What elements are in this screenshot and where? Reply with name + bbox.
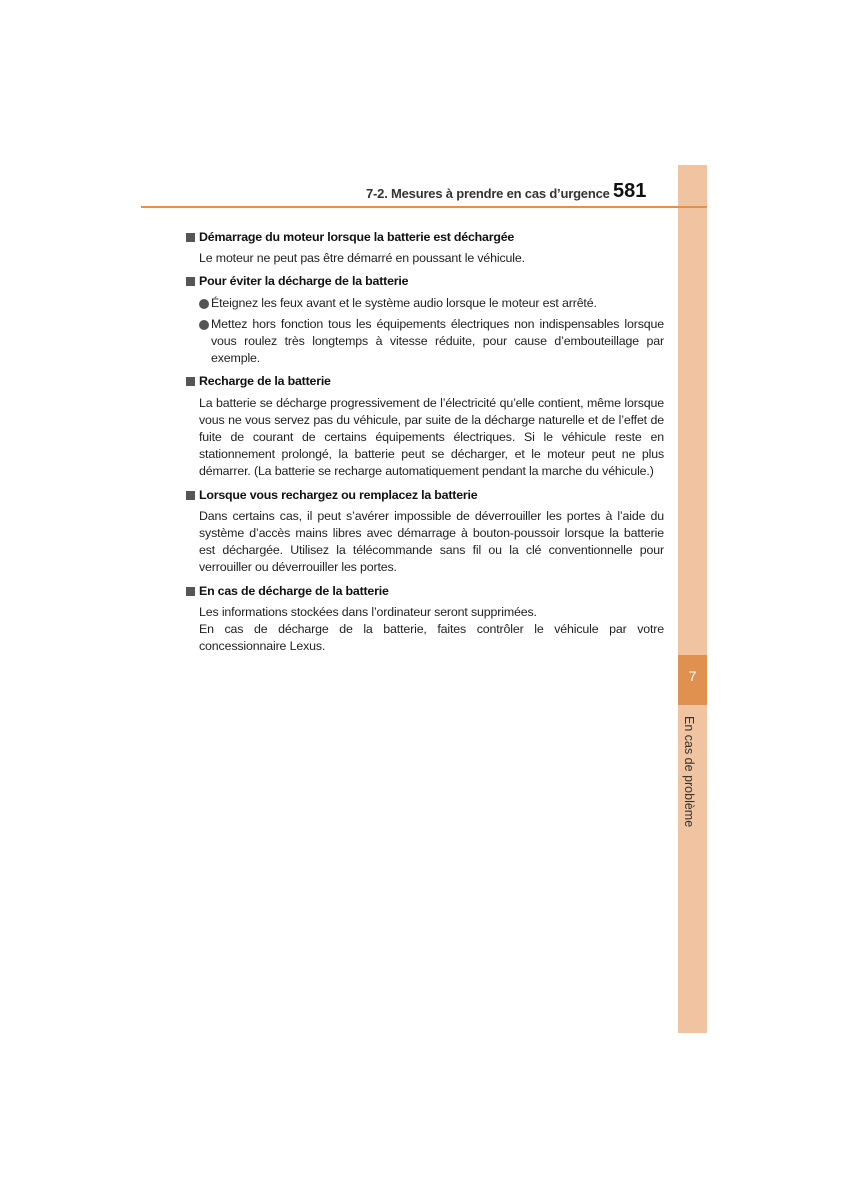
circle-bullet-icon bbox=[199, 320, 209, 330]
square-bullet-icon bbox=[186, 233, 195, 242]
bullet-text: Éteignez les feux avant et le système audio lorsque le moteur est arrêté. bbox=[211, 295, 597, 310]
chapter-number-tab bbox=[678, 655, 707, 705]
paragraph-line: En cas de décharge de la batterie, faites contrôler le véhicule par votre concessionnaire Lexus. bbox=[199, 622, 664, 654]
chapter-number: 7 bbox=[688, 668, 697, 684]
square-bullet-icon bbox=[186, 491, 195, 500]
bullet-item bbox=[199, 295, 664, 312]
chapter-side-tab bbox=[678, 165, 707, 1033]
section-heading-text: Lorsque vous rechargez ou remplacez la batterie bbox=[199, 487, 478, 502]
square-bullet-icon bbox=[186, 377, 195, 386]
section-heading-text: Pour éviter la décharge de la batterie bbox=[199, 274, 409, 289]
section-heading-text: En cas de décharge de la batterie bbox=[199, 583, 389, 598]
section-heading bbox=[186, 373, 664, 390]
header-divider bbox=[141, 206, 707, 208]
bullet-item bbox=[199, 316, 664, 368]
square-bullet-icon bbox=[186, 587, 195, 596]
section-heading bbox=[186, 487, 664, 504]
square-bullet-icon bbox=[186, 277, 195, 286]
page-content bbox=[186, 220, 664, 655]
circle-bullet-icon bbox=[199, 299, 209, 309]
paragraph: La batterie se décharge progressivement de l’électricité qu’elle contient, même lorsque vous ne vous servez pas du véhicule, par suite de la décharge naturelle et de l’effet de fuite de courant de certains équipements électriques. Si le véhicule reste en stationnement prolongé, la batterie peut se décharger, et le moteur peut ne plus démarrer. (La batterie se recharge automatiquement pendant la marche du véhicule.) bbox=[199, 395, 664, 479]
section-heading bbox=[186, 273, 664, 290]
bullet-text: Mettez hors fonction tous les équipements électriques non indispensables lorsque vous roulez très longtemps à vitesse réduite, pour cause d’embouteillage par exemple. bbox=[211, 316, 664, 366]
chapter-label: En cas de problème bbox=[682, 716, 696, 828]
section-heading-text: Recharge de la batterie bbox=[199, 374, 331, 389]
page-number: 581 bbox=[613, 180, 647, 202]
header-section-title: 7-2. Mesures à prendre en cas d’urgence bbox=[366, 186, 610, 201]
paragraph-line: Les informations stockées dans l’ordinateur seront supprimées. bbox=[199, 604, 537, 619]
section-heading bbox=[186, 583, 664, 600]
paragraph: Le moteur ne peut pas être démarré en poussant le véhicule. bbox=[199, 251, 525, 266]
section-heading bbox=[186, 229, 664, 246]
paragraph: Dans certains cas, il peut s’avérer impossible de déverrouiller les portes à l’aide du système d’accès mains libres avec démarrage à bouton-poussoir lorsque la batterie est déchargée. Utilisez la télécommande sans fil ou la clé conventionnelle pour verrouiller ou déverrouiller les portes. bbox=[199, 508, 664, 575]
paragraph bbox=[199, 604, 664, 656]
section-heading-text: Démarrage du moteur lorsque la batterie est déchargée bbox=[199, 230, 515, 244]
